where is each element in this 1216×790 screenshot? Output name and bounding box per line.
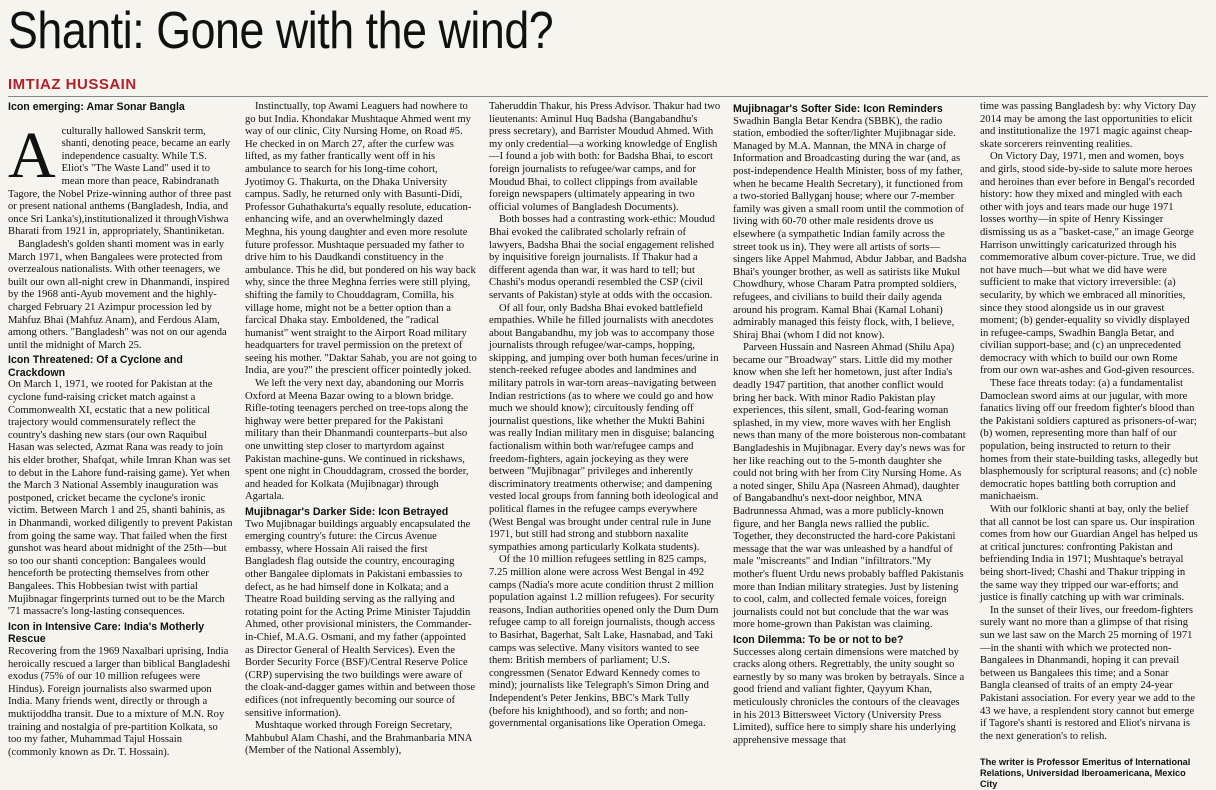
- subheading: Icon in Intensive Care: India's Motherly Rescue: [8, 620, 205, 646]
- byline: IMTIAZ HUSSAIN: [8, 76, 137, 93]
- column-4: [733, 101, 968, 773]
- intro-paragraph: Aculturally hallowed Sanskrit term, shanti, denoting peace, became an early independence casualty. While T.S. Eliot's "The Waste Land" used it to mean more than peace, Rabindranath Tagore, the Nobel Prize-winning author of three past or present national anthems (Bangladesh, India, and once Sri Lanka's),institutionalized it throughVishwa Bharati from 1921 in, appropriately, Shantiniketan.: [8, 118, 232, 238]
- drop-cap: A: [8, 118, 56, 192]
- paragraph: Swadhin Bangla Betar Kendra (SBBK), the radio station, embodied the softer/lighter Mujibnagar side. Managed by M.A. Mannan, the MNA in charge of Information and Broadcasting during the war (and, as post-independence Health Minister, boss of my father, when he became Health Secretary), it functioned from a two-storied Ballyganj house; where our 7-member family was given a small room until the commotion of living with 60-70 other male residents drove us elsewhere (a sympathetic Indian family across the street took us in). They were all artists of sorts—singers like Appel Mahmud, Abdur Jabbar, and Badsha Bhai's younger brother, as well as satirists like Mukul Chowdhury, whose Charam Patra prompted soldiers, refugees, and civilians to build their daily agenda around his program. Kamal Bhai (Kamal Lohani) admirably managed this feisty flock, with, I believe, Shiraj Bhai (whom I did not know).: [733, 115, 967, 341]
- column-3: [489, 101, 721, 773]
- paragraph: With our folkloric shanti at bay, only the belief that all cannot be lost can spare us. Our inspiration comes from how our Guardian Angel has helped us at critical junctures: confronting Pakistan and befriending India in 1971; Mushtaque's betrayal being short-lived; Chashi and Thakur tripping in the same way they tripped our war-efforts; and justice is finally catching up with war criminals.: [980, 504, 1198, 604]
- paragraph: Of the 10 million refugees settling in 825 camps, 7.25 million alone were across West Bengal in 492 camps (Nadia's more acute condition thrust 2 million population against 1.2 million refugees). For security reasons, Indian authorities opened only the Dum Dum refugee camp to all foreign journalists, though access to Basirhat, Bagerhat, Salt Lake, Hasnabad, and Taki camps was selective. Many visitors wanted to see them: British members of parliament; U.S. congressmen (Senator Edward Kennedy comes to mind); journalists like Telegraph's Simon Dring and Independent's Peter Jenkins, BBC's Mark Tully (before his knighthood), and so forth; and non-governmental organisations like Operation Omega.: [489, 554, 719, 730]
- article-columns: [8, 101, 1208, 790]
- paragraph: We left the very next day, abandoning our Morris Oxford at Meena Bazar owing to a blown bridge. Rifle-toting teenagers perched on tree-tops along the highway were better prepared for the Pakistani military than their Dhanmandi counterparts–but also one unwitting step closer to martyrdom against Pakistan machine-guns. We continued in rickshaws, spent one night in Chouddagram, crossed the border, and headed for Kolkata (Mujibnagar) through Agartala.: [245, 378, 469, 503]
- photo-caption: Icon emerging: Amar Sonar Bangla: [8, 101, 185, 113]
- paragraph: Mushtaque worked through Foreign Secretary, Mahbubul Alam Chashi, and the Brahmanbaria MNA (Member of the National Assembly),: [245, 720, 472, 757]
- paragraph: Instinctually, top Awami Leaguers had nowhere to go but India. Khondakar Mushtaque Ahmed went my way of our clinic, City Nursing Home, on Road #5. He checked in on March 27, after the curfew was lifted, as my father frantically went off in his ambulance to search for his long-time cohort, Jyotimoy G. Thakurta, on the Dhaka University campus. Sadly, he returned only with Basunti-Didi, Professor Guhathakurta's equally resolute, education-enhancing wife, and an overwhelmingly dazed Meghna, his young daughter and even more resolute future professor. Mushtaque persuaded my father to drive him to his Daudkandi constituency in the ambulance. This he did, but pondered on his way back why, since the three Meghna ferries were still plying, shifting the family to Chouddagram, Comilla, his village home, might not be a better option than a farcical Dhaka stay. Emboldened, the "radical humanist" went straight to the Airport Road military headquarters for travel permission on the pretext of seeing his mother. "Daktar Sahab, you are not going to India, are you?" the prescient officer pointedly joked.: [245, 101, 477, 377]
- subheading: Icon Dilemma: To be or not to be?: [733, 633, 904, 646]
- paragraph: In the sunset of their lives, our freedom-fighters surely want no more than a glimpse of that rising sun we last saw on the March 25 morning of 1971—in the shanti with which we protected non-Bangalees in Dhanmandi, hoping it can prevail between us Bangalees this time; and a Sonar Bangla cleansed of traits of an empty 24-year Pakistani association. For every year we add to the 43 we have, a resplendent story cannot but emerge if Tagore's shanti is restored and Eliot's nirvana is the next generation's to relish.: [980, 604, 1196, 742]
- paragraph: Successes along certain dimensions were matched by cracks along others. Regrettably, the unity sought so earnestly by so many was broken by betrayals. Since a good friend and valiant fighter, Qayyum Khan, meticulously chronicles the contours of the cleavages in his 2013 Bittersweet Victory (University Press Limited), suffice here to simply share his underlying apprehensive message that: [733, 646, 965, 746]
- byline-rule: [8, 96, 1208, 97]
- paragraph: Taheruddin Thakur, his Press Advisor. Thakur had two lieutenants: Aminul Huq Badsha (Bangabandhu's press secretary), and Barrister Moudud Ahmed. With my only credential—a working knowledge of English—I found a job with both: for Badsha Bhai, to escort foreign journalists to refugee/war camps, and for Moudud Bhai, to collect clippings from available foreign newspapers (ultimately appearing in two official volumes of Bangladesh Documents).: [489, 101, 721, 213]
- paragraph: Of all four, only Badsha Bhai evoked battlefield empathies. While he filled journalists with anecdotes about Bangabandhu, my job was to accompany those journalists through refugee/war-camps, hopping, skipping, and jumping over both human feces/urine in stench-reeked refugee abodes and landmines and military patrols in war-torn areas–navigating between Indian restrictions (as to where we could go and how much we should know); circuitously fending off journalist questions, like whether the Mukti Bahini was really Indian military men in disguise; balancing factionalism within both war/refugee camps and freedom-fighters, again jockeying as they were between "Mujibnagar" privileges and inherently discriminatory treatments otherwise; and dampening vested local groups from fanning both ideological and political flames in the refugee camps everywhere (West Bengal was brought under central rule in June 1971, but still had strong and stubborn naxalite sympathies among particularly Kolkata students).: [489, 302, 719, 553]
- paragraph: Both bosses had a contrasting work-ethic: Moudud Bhai evoked the calibrated scholarly refrain of lawyers, Badsha Bhai the social engagement relished by inquisitive foreign journalists. If Thakur had a different agenda than war, it was hard to tell; but Chashi's modus operandi resembled the CSP (civil servants of Pakistan) style at odds with the occasion.: [489, 214, 715, 301]
- paragraph: On March 1, 1971, we rooted for Pakistan at the cyclone fund-raising cricket match against a Commonwealth XI, ecstatic that a new political trajectory would commensurately reflect the country's dashing new stars (our own Raquibul Hasan was selected, Azmat Rana was ready to join his elder brother, Shafqat, while Imran Khan was set to debut in the Lahore fund-raising game). Yet when the March 3 National Assembly inauguration was postponed, cricket became the cyclone's ironic victim. Between March 1 and 25, shanti bahinis, as in Dhanmandi, worked diligently to prevent Pakistan from going the same way. That failed when the first gunshot was heard about midnight of the 25th—but so too our shanti conception: Bangalees would henceforth be protecting themselves from other Bangalees. This Hobbesian twist with partial Mujibnagar fingerprints turned out to be the March '71 massacre's long-lasting consequences.: [8, 379, 233, 618]
- subheading: Mujibnagar's Darker Side: Icon Betrayed: [245, 506, 449, 518]
- paragraph: Recovering from the 1969 Naxalbari uprising, India heroically rescued a larger than biblical Bangladeshi exodus (75% of our 10 million refugees were Hindus). Foreign journalists also swarmed upon India. Many friends went, directly or through a muktijoddha transit. Due to a mixture of M.N. Roy training and nostalgia of pre-partition Kolkata, so too my father, Muhammad Tajul Hossain (commonly known as Dr. T. Hossain).: [8, 645, 231, 758]
- headline: Shanti: Gone with the wind?: [8, 2, 554, 60]
- paragraph: Parveen Hussain and Nasreen Ahmad (Shilu Apa) became our "Broadway" stars. Little did my mother know when she left her hometown, just after India's deadly 1947 partition, that another conflict would bring her back. With minor Radio Pakistan play experiences, this silent, small, God-fearing woman splashed, in my view, more waves with her English news than many of the more boisterous non-combatant Bangladeshis in Mujibnagar. Every day's news was for her like reaching out to the 5-month daughter she could not bring with her from City Nursing Home. As a noted singer, Shilu Apa (Nasreen Ahmad), daughter of Bangabandhu's next-door neighbor, MNA Badrunnessa Ahmad, was a more publicly-known figure, and her Bangla news rallied the public. Together, they deconstructed the hard-core Pakistani message that the war was unleashed by a handful of male "miscreants" and Indian "infiltrators."My mother's fluent Urdu news probably baffled Pakistanis more than Indian military strategies. Just by listening to cool, calm, and collected female voices, foreign journalists could not but conclude that the war was more home-grown than Pakistan was claiming.: [733, 342, 966, 631]
- column-1: [8, 101, 233, 773]
- paragraph: On Victory Day, 1971, men and women, boys and girls, stood side-by-side to salute more heroes and heroines than ever before in Bengal's recorded history: how they mixed and mingled with each other with joys and tears made our huge 1971 losses worthy—in spite of Henry Kissinger dismissing us as a "basket-case," an image George Harrison unwittingly caricaturized through his commemorative album cover-picture. True, we did not have much—but what we did have were sufficient to make that victory irreversible: (a) secularity, by which we embraced all minorities, since they stood alongside us in our gravest moment; (b) gender-equality so vividly displayed in refugee-camps, Swadhin Bangla Betar, and civilian support-base; and (c) an unprecedented democracy with which to build our own Rome from our own war-ashes and God-given resources.: [980, 151, 1196, 377]
- column-5: [980, 101, 1199, 790]
- subheading: Mujibnagar's Softer Side: Icon Reminders: [733, 103, 943, 115]
- author-note: The writer is Professor Emeritus of International Relations, Universidad Iberoamericana, Mexico City: [980, 757, 1191, 790]
- paragraph: These face threats today: (a) a fundamentalist Damoclean sword aims at our jugular, with more fanatics living off our freedom fighter's blood than the Pakistani soldiers captured as prisoners-of-war; (b) women, representing more than half of our population, being instructed to return to their homes from their state-building tasks, allegedly but blasphemously for scriptural reasons; and (c) noble democratic hopes battling both corruption and manichaeism.: [980, 378, 1199, 503]
- subheading: Icon Threatened: Of a Cyclone and Crackdown: [8, 354, 183, 379]
- paragraph: Bangladesh's golden shanti moment was in early March 1971, when Bangalees were protected from overzealous nationalists. With other teenagers, we built our own all-night crew in Dhanmandi, inspired by the 1968 anti-Ayub movement and the highly-charged February 21 Azimpur procession led by Mahfuz Bhai (Mahfuz Anam), and Ferdous Alam, among others. "Bangladesh" was not on our agenda until the midnight of March 25.: [8, 238, 230, 351]
- column-2: [245, 101, 477, 773]
- paragraph: time was passing Bangladesh by: why Victory Day 2014 may be among the last opportunities to elicit and institutionalize the 1971 magic against cheap-skate sorcerers reinventing realities.: [980, 101, 1197, 150]
- paragraph: Two Mujibnagar buildings arguably encapsulated the emerging country's future: the Circus Avenue embassy, where Hossain Ali raised the first Bangladesh flag outside the country, encouraging other Bangalee diplomats in Pakistani embassies to defect, as he had himself done in Kolkata; and a Theatre Road building serving as the rallying and rotating point for the Acting Prime Minister Tajuddin Ahmed, other provisional ministers, the Commander-in-Chief, M.A.G. Osmani, and my father (appointed as Director General of Health Services). Even the Border Security Force (BSF)/Central Reserve Police (CRP) supervising the two buildings were aware of the cloak-and-dagger games within and between those edifices (not infrequently becoming our source of sensitive information).: [245, 518, 476, 719]
